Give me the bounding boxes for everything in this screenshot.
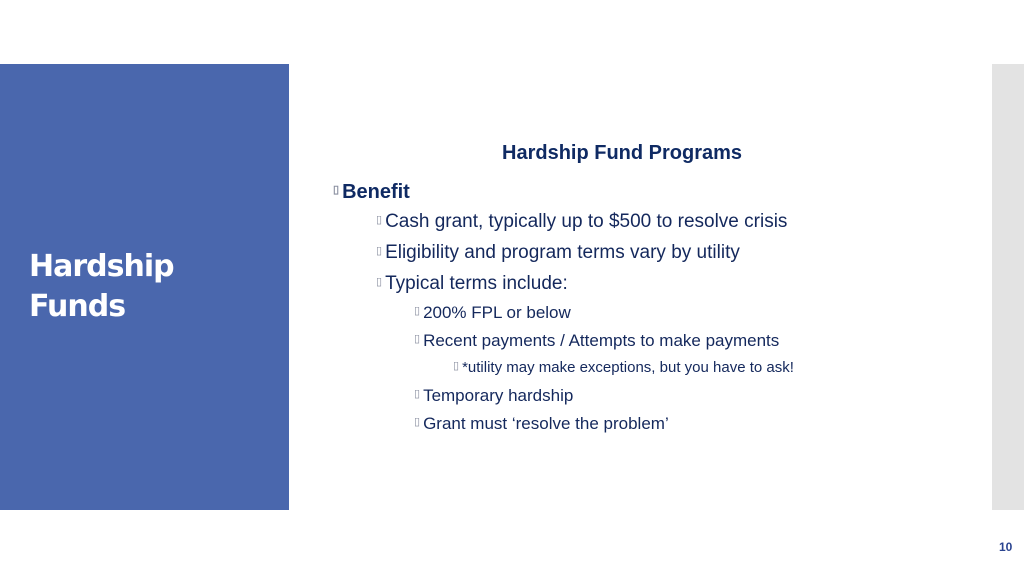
bullet-box-icon: ▯ xyxy=(414,416,421,428)
bullet-box-icon: ▯ xyxy=(376,245,383,257)
bullet-box-icon: ▯ xyxy=(453,360,460,372)
bullet-text: Benefit xyxy=(342,181,410,203)
slide-title-line2: Funds xyxy=(29,289,126,324)
bullet-text: Temporary hardship xyxy=(423,386,574,405)
bullet-item-level2 xyxy=(376,271,568,297)
bullet-box-icon: ▯ xyxy=(376,276,383,288)
right-accent-strip xyxy=(992,64,1024,510)
bullet-box-icon: ▯ xyxy=(414,388,421,400)
content-heading: Hardship Fund Programs xyxy=(502,142,743,164)
bullet-item-level3 xyxy=(414,329,779,353)
bullet-text: 200% FPL or below xyxy=(423,303,571,322)
bullet-text: Cash grant, typically up to $500 to resolve crisis xyxy=(385,211,788,232)
slide-title xyxy=(29,247,174,327)
bullet-item-level2 xyxy=(376,240,740,266)
page-number: 10 xyxy=(999,540,1013,554)
bullet-item-level3 xyxy=(414,301,571,325)
slide-title-line1: Hardship xyxy=(29,249,174,284)
bullet-text: *utility may make exceptions, but you have to ask! xyxy=(462,359,794,376)
bullet-box-icon: ▯ xyxy=(414,305,421,317)
bullet-item-level4 xyxy=(453,357,794,379)
bullet-text: Eligibility and program terms vary by utility xyxy=(385,242,740,263)
bullet-item-level1 xyxy=(333,179,410,205)
bullet-item-level3 xyxy=(414,412,669,436)
bullet-item-level2 xyxy=(376,209,787,235)
bullet-box-icon: ▯ xyxy=(333,184,340,196)
bullet-text: Grant must ‘resolve the problem’ xyxy=(423,414,669,433)
bullet-text: Typical terms include: xyxy=(385,273,568,294)
bullet-item-level3 xyxy=(414,384,573,408)
bullet-box-icon: ▯ xyxy=(414,333,421,345)
bullet-text: Recent payments / Attempts to make payments xyxy=(423,331,780,350)
bullet-box-icon: ▯ xyxy=(376,214,383,226)
